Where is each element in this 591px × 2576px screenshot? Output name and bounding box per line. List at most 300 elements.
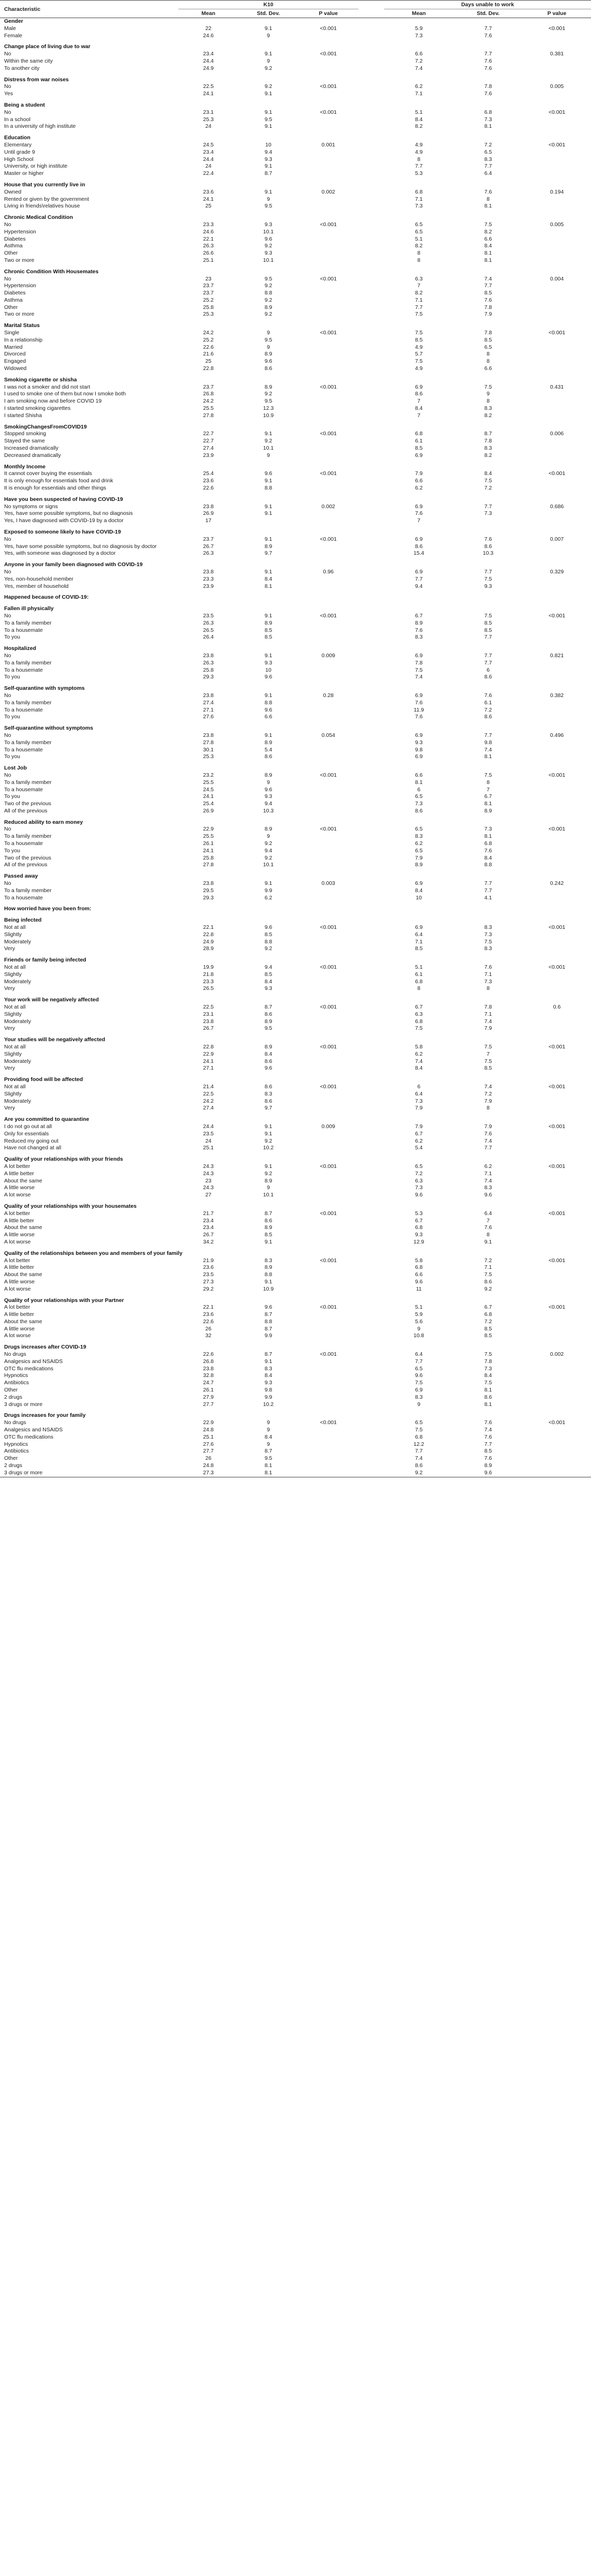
- table-row: [0, 398, 591, 405]
- spacer-cell: [358, 1311, 384, 1319]
- spacer-cell: [358, 801, 384, 808]
- section-header-row: [0, 373, 591, 384]
- table-row: [0, 772, 591, 779]
- days-p-value-cell: [523, 862, 591, 869]
- days-p-value-cell: [523, 1105, 591, 1112]
- spacer-cell: [358, 243, 384, 250]
- k10-p-value-cell: <0.001: [320, 924, 337, 931]
- k10-sd-cell: 8.7: [264, 170, 272, 177]
- days-p-value-cell: [523, 1025, 591, 1032]
- days-mean-cell: 8.9: [415, 619, 423, 626]
- table-row: [0, 653, 591, 660]
- section-title: Your work will be negatively affected: [4, 997, 99, 1003]
- days-mean-cell: 6.7: [415, 612, 423, 619]
- days-mean-cell: 6.8: [415, 978, 423, 985]
- k10-mean-cell: 24.1: [203, 793, 214, 800]
- days-sd-cell: 7.6: [484, 57, 492, 64]
- spacer-cell: [358, 412, 384, 420]
- k10-mean-cell: 24.1: [203, 847, 214, 854]
- spacer-cell: [358, 189, 384, 196]
- days-sd-cell: 7.7: [484, 503, 492, 510]
- k10-p-value-cell: <0.001: [320, 1163, 337, 1169]
- days-sd-cell: 7.7: [484, 51, 492, 57]
- table-row: [0, 1210, 591, 1218]
- k10-sd-cell: 9: [267, 57, 270, 64]
- k10-sd-cell: 8.9: [264, 1018, 272, 1025]
- days-sd-cell: 7.7: [484, 568, 492, 575]
- row-label: Analgesics and NSAIDS: [4, 1427, 63, 1433]
- section-header-row: [0, 177, 591, 189]
- spacer-cell: [358, 1271, 384, 1279]
- row-label: To a housemate: [4, 627, 43, 633]
- k10-mean-cell: 25.5: [203, 779, 214, 786]
- section-header-row: [0, 1152, 591, 1163]
- k10-mean-cell: 23.4: [203, 1224, 214, 1231]
- days-unable-header: Days unable to work: [384, 1, 591, 9]
- k10-mean-cell: 23.8: [203, 568, 214, 575]
- row-label: To a family member: [4, 887, 52, 894]
- days-p-value-cell: 0.006: [550, 431, 564, 437]
- days-sd-cell: 8.9: [484, 807, 492, 814]
- k10-mean-cell: 23: [205, 1177, 211, 1184]
- k10-sd-cell: 8.8: [264, 1318, 272, 1325]
- row-label: A lot worse: [4, 1333, 31, 1339]
- row-label: All of the previous: [4, 807, 48, 814]
- table-row: [0, 1380, 591, 1387]
- spacer-cell: [358, 163, 384, 170]
- row-label: No: [4, 772, 11, 778]
- k10-p-value-cell: [298, 979, 358, 986]
- days-p-value-cell: [523, 478, 591, 485]
- section-title: Being infected: [4, 917, 42, 924]
- days-mean-cell: 6.9: [415, 880, 423, 887]
- days-p-value-cell: [523, 1427, 591, 1434]
- spacer-cell: [358, 398, 384, 405]
- days-p-value-cell: [523, 887, 591, 895]
- spacer-cell: [358, 787, 384, 794]
- row-label: To you: [4, 793, 20, 800]
- k10-p-value-cell: [298, 311, 358, 318]
- days-mean-cell: 7.7: [415, 1448, 423, 1455]
- section-header-row: [0, 98, 591, 109]
- spacer-cell: [358, 1462, 384, 1470]
- section-header-row: [0, 815, 591, 826]
- k10-mean-cell: 25.8: [203, 667, 214, 673]
- k10-mean-cell: 24: [205, 123, 211, 130]
- spacer-cell: [358, 779, 384, 787]
- days-p-value-cell: [523, 445, 591, 452]
- spacer-cell: [358, 1051, 384, 1058]
- days-p-value-cell: [523, 576, 591, 583]
- days-sd-cell: 8.3: [484, 924, 492, 931]
- k10-sd-cell: 8.8: [264, 938, 272, 945]
- row-label: University, or high institute: [4, 163, 68, 170]
- days-sd-cell: 8.3: [484, 405, 492, 412]
- days-mean-cell: 8.3: [415, 833, 423, 840]
- days-sd-cell: 8.3: [484, 156, 492, 162]
- k10-mean-cell: 27.4: [203, 445, 214, 452]
- k10-sd-cell: 10.1: [263, 1192, 274, 1198]
- row-label: Hypertension: [4, 228, 36, 235]
- table-row: [0, 887, 591, 895]
- days-p-value-cell: [523, 510, 591, 517]
- days-mean-cell: 8.5: [415, 945, 423, 952]
- k10-p-value-cell: [298, 1358, 358, 1366]
- k10-sd-cell: 8.5: [264, 634, 272, 641]
- days-mean-cell: 6.5: [415, 1365, 423, 1372]
- row-label: To a housemate: [4, 840, 43, 847]
- k10-mean-cell: 23.8: [203, 503, 214, 510]
- days-p-value-cell: [523, 739, 591, 747]
- k10-sd-cell: 9: [267, 32, 270, 39]
- days-mean-cell: 9.8: [415, 746, 423, 753]
- spacer-cell: [358, 808, 384, 815]
- k10-mean-cell: 26.5: [203, 985, 214, 992]
- row-label: Other: [4, 1387, 18, 1394]
- days-sd-cell: 7.4: [484, 1137, 492, 1144]
- days-p-value-cell: [523, 634, 591, 641]
- days-sd-cell: 8.4: [484, 470, 492, 477]
- days-p-value-cell: [523, 753, 591, 761]
- days-p-value-cell: [523, 163, 591, 170]
- k10-p-value-cell: [298, 808, 358, 815]
- days-mean-cell: 6.9: [415, 503, 423, 510]
- days-p-value-cell: [523, 700, 591, 707]
- k10-p-value-cell: [298, 1387, 358, 1394]
- k10-sd-cell: 9.7: [264, 1105, 272, 1112]
- row-label: A lot worse: [4, 1192, 31, 1198]
- days-p-value-cell: [523, 337, 591, 344]
- table-row: [0, 412, 591, 420]
- days-sd-cell: 7.9: [484, 1123, 492, 1130]
- section-title: SmokingChangesFromCOVID19: [4, 423, 87, 430]
- row-label: Moderately: [4, 1058, 31, 1064]
- k10-p-value-cell: <0.001: [320, 1083, 337, 1090]
- k10-p-value-cell: [298, 1224, 358, 1232]
- days-p-value-cell: [523, 1239, 591, 1246]
- spacer-cell: [358, 83, 384, 91]
- row-label: Other: [4, 304, 18, 310]
- days-p-value-cell: [523, 550, 591, 557]
- k10-sd-cell: 9.6: [264, 924, 272, 931]
- k10-p-value-cell: [298, 412, 358, 420]
- table-row: [0, 297, 591, 304]
- spacer-cell: [358, 739, 384, 747]
- days-sd-cell: 7.6: [484, 536, 492, 542]
- row-label: No: [4, 275, 11, 282]
- table-row: [0, 1366, 591, 1373]
- table-row: [0, 276, 591, 283]
- days-mean-cell: 6: [417, 786, 420, 793]
- k10-sd-cell: 9.2: [264, 438, 272, 445]
- k10-mean-cell: 22.5: [203, 1090, 214, 1097]
- days-mean-cell: 9.6: [415, 1192, 423, 1198]
- section-header-row: [0, 130, 591, 142]
- k10-p-value-cell: [298, 236, 358, 243]
- k10-p-value-cell: [298, 1239, 358, 1246]
- k10-sd-cell: 9.2: [264, 283, 272, 289]
- table-row: [0, 1434, 591, 1441]
- days-mean-cell: 7.5: [415, 311, 423, 318]
- table-row: [0, 945, 591, 953]
- table-row: [0, 1455, 591, 1462]
- k10-sd-cell: 8.6: [264, 1058, 272, 1064]
- days-mean-cell: 4.9: [415, 365, 423, 372]
- k10-sd-cell: 9.9: [264, 1394, 272, 1400]
- row-label: A little better: [4, 1264, 34, 1271]
- k10-sd-header: Std. Dev.: [238, 9, 298, 18]
- row-label: No: [4, 221, 11, 228]
- row-label: Yes, with someone was diagnosed by a doctor: [4, 550, 116, 557]
- days-mean-cell: 4.9: [415, 141, 423, 148]
- days-mean-cell: 5.3: [415, 170, 423, 177]
- row-label: Very: [4, 1065, 16, 1072]
- table-row: [0, 1441, 591, 1448]
- row-label: Antibiotics: [4, 1380, 29, 1386]
- row-label: To a housemate: [4, 894, 43, 901]
- k10-p-value-cell: [298, 1138, 358, 1145]
- table-row: [0, 700, 591, 707]
- k10-mean-cell: 22.7: [203, 438, 214, 445]
- k10-sd-cell: 9.1: [264, 652, 272, 659]
- row-label: Slightly: [4, 1011, 22, 1017]
- k10-p-value-cell: [298, 1192, 358, 1199]
- k10-p-value-cell: <0.001: [320, 275, 337, 282]
- k10-mean-cell: 29.2: [203, 1285, 214, 1292]
- table-row: [0, 1448, 591, 1455]
- k10-mean-cell: 27.3: [178, 1470, 238, 1477]
- k10-sd-cell: 10.9: [263, 412, 274, 419]
- table-row: [0, 1178, 591, 1185]
- days-p-value-cell: <0.001: [548, 1210, 566, 1217]
- days-sd-cell: 6.8: [484, 109, 492, 115]
- days-mean-cell: 6.5: [415, 1163, 423, 1169]
- days-mean-cell: 6.6: [415, 1271, 423, 1278]
- k10-sd-cell: 8.4: [264, 575, 272, 582]
- table-row: [0, 109, 591, 116]
- k10-mean-cell: 23.4: [203, 149, 214, 155]
- row-label: Hypnotics: [4, 1441, 28, 1447]
- k10-sd-cell: 8.5: [264, 931, 272, 938]
- k10-p-value-cell: [298, 304, 358, 312]
- spacer-cell: [358, 550, 384, 557]
- row-label: A lot better: [4, 1210, 31, 1217]
- k10-p-value-cell: [298, 1279, 358, 1286]
- section-title: Providing food will be affected: [4, 1076, 83, 1083]
- days-sd-cell: 7.2: [484, 1257, 492, 1264]
- k10-sd-cell: 9.6: [264, 706, 272, 713]
- k10-p-value-cell: [298, 700, 358, 707]
- spacer-cell: [358, 971, 384, 979]
- k10-sd-cell: 9: [267, 1185, 270, 1191]
- spacer-cell: [358, 311, 384, 318]
- spacer-cell: [358, 405, 384, 412]
- days-p-value-cell: [523, 985, 591, 993]
- days-mean-cell: 7.6: [415, 699, 423, 706]
- days-p-value-cell: [523, 344, 591, 351]
- days-sd-cell: 7.5: [484, 221, 492, 228]
- row-label: Widowed: [4, 365, 27, 372]
- spacer-cell: [358, 660, 384, 667]
- days-mean-cell: 7.2: [415, 1170, 423, 1177]
- spacer-cell: [358, 91, 384, 98]
- section-header-row: [0, 913, 591, 924]
- k10-sd-cell: 9: [267, 1427, 270, 1433]
- days-p-value-cell: [523, 517, 591, 525]
- days-p-value-cell: <0.001: [548, 1123, 566, 1130]
- days-sd-cell: 7.4: [484, 1018, 492, 1025]
- days-sd-cell: 7.4: [484, 1083, 492, 1090]
- spacer-cell: [358, 1138, 384, 1145]
- section-title: Marital Status: [4, 322, 40, 329]
- k10-sd-cell: 8.6: [264, 1011, 272, 1017]
- spacer-cell: [358, 1065, 384, 1072]
- days-mean-cell: 6.9: [415, 452, 423, 458]
- k10-p-value-cell: [298, 1326, 358, 1333]
- days-mean-cell: 7: [417, 398, 420, 405]
- days-sd-cell: 7.4: [484, 1177, 492, 1184]
- days-p-value-cell: [523, 283, 591, 290]
- days-p-value-cell: [523, 405, 591, 412]
- days-mean-cell: 6.9: [415, 753, 423, 760]
- days-mean-cell: 6.2: [415, 83, 423, 90]
- table-row: [0, 674, 591, 681]
- spacer-cell: [358, 979, 384, 986]
- days-sd-cell: 8.6: [484, 674, 492, 680]
- days-p-value-cell: [523, 1178, 591, 1185]
- spacer-cell: [358, 714, 384, 721]
- k10-sd-cell: 8.9: [264, 1264, 272, 1271]
- table-row: [0, 1091, 591, 1098]
- row-label: Diabetes: [4, 290, 26, 297]
- table-row: [0, 536, 591, 543]
- row-label: Yes, have some possible symptoms, but no diagnosis by doctor: [4, 543, 157, 550]
- k10-sd-cell: 8.9: [264, 543, 272, 550]
- spacer-cell: [358, 895, 384, 902]
- table-row: [0, 311, 591, 318]
- k10-mean-cell: 27.3: [203, 1278, 214, 1285]
- days-sd-cell: 7.2: [484, 1090, 492, 1097]
- row-label: Not at all: [4, 1004, 26, 1011]
- table-row: [0, 1018, 591, 1026]
- table-row: [0, 431, 591, 438]
- k10-p-value-cell: <0.001: [320, 1304, 337, 1311]
- k10-p-value-cell: [298, 862, 358, 869]
- days-mean-cell: 7.5: [415, 330, 423, 336]
- days-mean-cell: 6.9: [415, 652, 423, 659]
- days-mean-cell: 8.6: [415, 807, 423, 814]
- days-sd-cell: 8.7: [484, 431, 492, 437]
- days-p-value-cell: [523, 1319, 591, 1326]
- k10-mean-cell: 22.1: [203, 924, 214, 931]
- table-row: [0, 569, 591, 576]
- days-sd-cell: 8: [487, 985, 490, 992]
- k10-mean-cell: 26.5: [203, 627, 214, 633]
- table-row: [0, 1123, 591, 1131]
- k10-sd-cell: 10.2: [263, 1145, 274, 1151]
- days-p-value-cell: [523, 351, 591, 358]
- k10-sd-cell: 9.5: [264, 275, 272, 282]
- days-p-value-cell: [523, 1271, 591, 1279]
- days-p-value-cell: [523, 1387, 591, 1394]
- days-sd-cell: 9.6: [484, 1192, 492, 1198]
- k10-mean-cell: 21.4: [203, 1083, 214, 1090]
- row-label: I started smoking cigarettes: [4, 405, 71, 412]
- row-label: No: [4, 83, 11, 90]
- section-header-row: [0, 460, 591, 471]
- spacer-cell: [358, 1264, 384, 1271]
- k10-p-value-cell: [298, 1470, 358, 1477]
- k10-mean-cell: 22.5: [203, 83, 214, 90]
- k10-sd-cell: 8.9: [264, 304, 272, 310]
- spacer-cell: [358, 330, 384, 337]
- k10-mean-cell: 27.8: [203, 739, 214, 746]
- days-p-value-cell: [523, 971, 591, 979]
- k10-sd-cell: 10.1: [263, 862, 274, 868]
- section-title: Drugs increases after COVID-19: [4, 1344, 86, 1351]
- k10-p-value-cell: [298, 337, 358, 344]
- days-p-value-cell: [523, 620, 591, 627]
- table-row: [0, 1427, 591, 1434]
- days-mean-cell: 5.8: [415, 1044, 423, 1050]
- k10-mean-cell: 24.3: [203, 1170, 214, 1177]
- row-label: Until grade 9: [4, 149, 35, 155]
- table-row: [0, 1326, 591, 1333]
- days-p-value-cell: <0.001: [548, 964, 566, 971]
- k10-sd-cell: 8.9: [264, 826, 272, 833]
- row-label: No: [4, 692, 11, 699]
- k10-mean-cell: 24.8: [203, 1462, 214, 1469]
- row-label: Not at all: [4, 1044, 26, 1050]
- days-sd-cell: 6.6: [484, 365, 492, 372]
- days-mean-cell: 5.1: [415, 109, 423, 115]
- table-row: [0, 1279, 591, 1286]
- days-p-value-cell: [523, 1401, 591, 1409]
- row-label: Two of the previous: [4, 854, 52, 861]
- days-mean-cell: 6.8: [415, 188, 423, 195]
- row-label: Reduced my going out: [4, 1137, 59, 1144]
- k10-p-value-cell: [298, 351, 358, 358]
- k10-mean-cell: 26.8: [203, 391, 214, 397]
- days-p-value-cell: [523, 840, 591, 848]
- days-sd-cell: 7.6: [484, 847, 492, 854]
- k10-sd-cell: 9.1: [264, 536, 272, 542]
- spacer-cell: [358, 627, 384, 634]
- table-row: [0, 1138, 591, 1145]
- spacer-cell: [358, 1058, 384, 1065]
- days-mean-cell: 5.7: [415, 351, 423, 358]
- days-mean-cell: 8.9: [415, 862, 423, 868]
- k10-mean-cell: 26.8: [203, 1358, 214, 1365]
- k10-mean-cell: 30.1: [203, 746, 214, 753]
- k10-mean-cell: 24: [205, 163, 211, 170]
- k10-p-value-cell: [298, 620, 358, 627]
- row-label: It cannot cover buying the essentials: [4, 470, 92, 477]
- k10-p-value-cell: <0.001: [320, 612, 337, 619]
- row-label: Engaged: [4, 358, 26, 365]
- spacer-cell: [358, 1326, 384, 1333]
- row-label: Moderately: [4, 1018, 31, 1025]
- days-sd-cell: 7.1: [484, 1170, 492, 1177]
- section-header-row: [0, 641, 591, 653]
- row-label: Hypertension: [4, 283, 36, 289]
- section-header-row: [0, 901, 591, 913]
- days-sd-cell: 7: [487, 786, 490, 793]
- k10-sd-cell: 8.8: [264, 1271, 272, 1278]
- row-label: 2 drugs: [4, 1394, 23, 1400]
- spacer-cell: [358, 1434, 384, 1441]
- row-label: Have not changed at all: [4, 1145, 62, 1151]
